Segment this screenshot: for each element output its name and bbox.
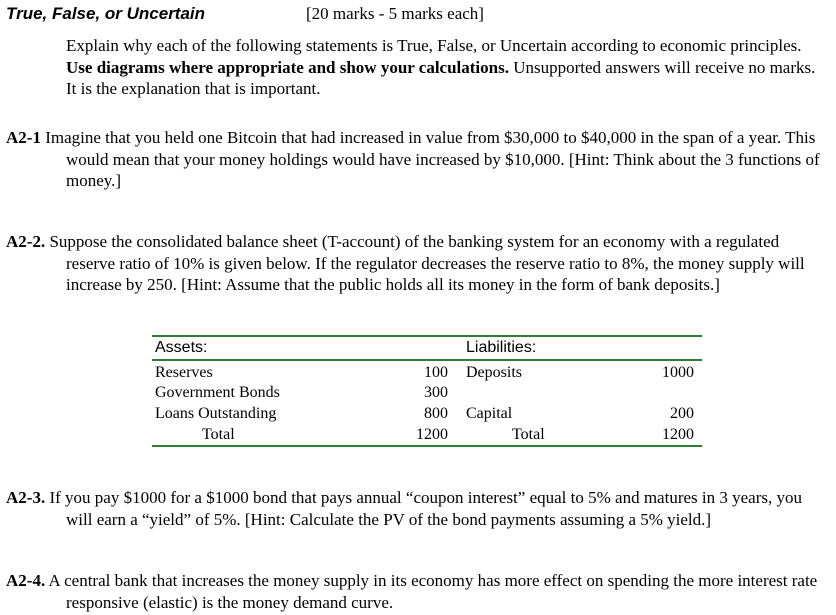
asset-name-loans-outstanding: Loans Outstanding: [155, 405, 277, 422]
question-a2-1: [6, 127, 832, 192]
question-a2-2: [6, 231, 832, 296]
question-label: A2-4.: [6, 571, 46, 590]
marks-info: [20 marks - 5 marks each]: [306, 4, 484, 23]
question-label: A2-1: [6, 128, 41, 147]
assets-total-value: 1200: [416, 426, 448, 443]
asset-name-reserves: Reserves: [155, 364, 213, 381]
liabilities-header: Liabilities:: [466, 339, 537, 356]
section-header: [6, 3, 826, 25]
assets-header: Assets:: [155, 339, 208, 356]
liability-name-capital: Capital: [466, 405, 513, 422]
instructions-text-1: Explain why each of the following statements is True, False, or Uncertain according to economic principles.: [66, 36, 802, 55]
question-a2-3: [6, 487, 832, 530]
asset-value-government-bonds: 300: [424, 384, 448, 401]
liabilities-total-value: 1200: [662, 426, 694, 443]
section-title: True, False, or Uncertain: [6, 4, 206, 23]
liability-value-capital: 200: [670, 405, 694, 422]
question-label: A2-3.: [6, 488, 46, 507]
asset-name-government-bonds: Government Bonds: [155, 384, 280, 401]
t-account-table: [152, 335, 702, 447]
instructions-text-2: Unsupported answers will receive no marks. It is the explanation that is important.: [66, 57, 816, 98]
question-text: Imagine that you held one Bitcoin that had increased in value from $30,000 to $40,000 in the span of a year. This would mean that your money holdings would have increased by $10,000. [Hint: Think about the 3 functions of money.]: [40, 128, 820, 190]
question-a2-4: [6, 570, 832, 613]
question-text: A central bank that increases the money supply in its economy has more effect on spending the more interest rate responsive (elastic) is the money demand curve.: [45, 571, 818, 612]
liability-value-deposits: 1000: [662, 364, 694, 381]
instructions-emphasis: Use diagrams where appropriate and show your calculations.: [66, 57, 509, 77]
table-header-rule: [152, 359, 702, 361]
liabilities-total-label: Total: [512, 426, 545, 443]
question-label: A2-2.: [6, 232, 46, 251]
asset-value-loans-outstanding: 800: [424, 405, 448, 422]
question-text: Suppose the consolidated balance sheet (T-account) of the banking system for an economy with a regulated reserve ratio of 10% is given below. If the regulator decreases the reserve ratio to 8%, the money supply will increase by 250. [Hint: Assume that the public holds all its money in the form of bank deposits.]: [45, 232, 805, 294]
question-text: If you pay $1000 for a $1000 bond that pays annual “coupon interest” equal to 5% and matures in 3 years, you will earn a “yield” of 5%. [Hint: Calculate the PV of the bond payments assuming a 5% yield.]: [45, 488, 802, 529]
instructions-paragraph: [66, 35, 828, 100]
liability-name-deposits: Deposits: [466, 364, 522, 381]
table-bottom-rule: [152, 445, 702, 447]
table-top-rule: [152, 335, 702, 337]
assets-total-label: Total: [202, 426, 235, 443]
asset-value-reserves: 100: [424, 364, 448, 381]
